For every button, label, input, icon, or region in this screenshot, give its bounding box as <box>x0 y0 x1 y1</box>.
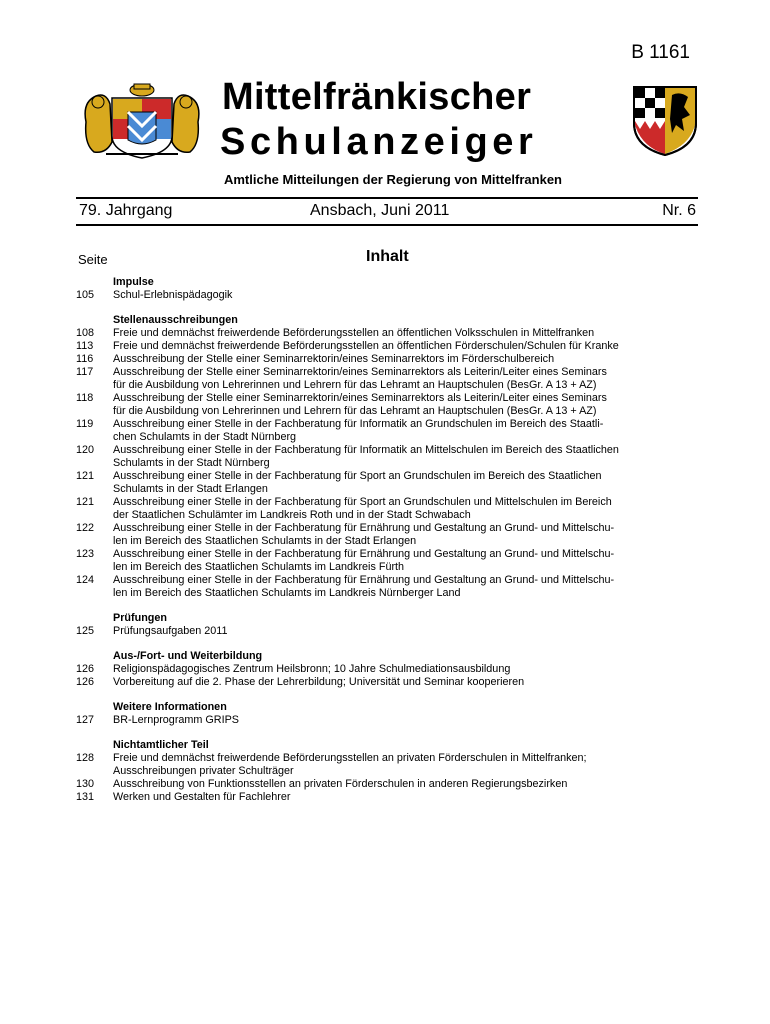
toc-entry-page: 123 <box>76 548 95 560</box>
toc-entry <box>76 366 696 392</box>
toc-entry <box>76 548 696 574</box>
toc-section <box>76 650 696 689</box>
title-line-1: Mittelfränkischer <box>222 76 532 118</box>
toc-entry-text: Vorbereitung auf die 2. Phase der Lehrerbildung; Universität und Seminar kooperieren <box>113 676 525 688</box>
toc-section-title: Prüfungen <box>113 612 167 624</box>
toc-entry <box>76 340 696 353</box>
toc-entry-text: Werken und Gestalten für Fachlehrer <box>113 791 291 803</box>
toc-entry-text: Ausschreibung einer Stelle in der Fachberatung für Sport an Grundschulen im Bereich des Staatlichen Schulamts in der Stadt Erlangen <box>113 470 602 495</box>
toc-entry <box>76 778 696 791</box>
toc-entry-text: Prüfungsaufgaben 2011 <box>113 625 228 637</box>
toc-entry <box>76 522 696 548</box>
toc-entry-page: 126 <box>76 676 95 688</box>
toc-entry <box>76 392 696 418</box>
toc-entry-page: 128 <box>76 752 95 764</box>
toc-entry-text: Ausschreibung einer Stelle in der Fachberatung für Informatik an Grundschulen im Bereich des Staatli- chen Schulamts in der Stadt Nürnberg <box>113 418 604 443</box>
publication-code: B 1161 <box>631 42 690 63</box>
toc-entry <box>76 791 696 804</box>
toc-entry-page: 125 <box>76 625 95 637</box>
toc-section <box>76 314 696 600</box>
toc-entry-text: Schul-Erlebnispädagogik <box>113 289 233 301</box>
toc-entry <box>76 496 696 522</box>
toc-entry-page: 121 <box>76 470 95 482</box>
toc-entry-text: Ausschreibung einer Stelle in der Fachberatung für Ernährung und Gestaltung an Grund- und Mittelschu- len im Bereich des Staatlichen Schulamts im Landkreis Nürnberger Land <box>113 574 615 599</box>
toc-entry-page: 116 <box>76 353 94 365</box>
toc-entry-page: 122 <box>76 522 95 534</box>
toc-entry-page: 126 <box>76 663 95 675</box>
toc-entry-text: Ausschreibung der Stelle einer Seminarrektorin/eines Seminarrektors als Leiterin/Leiter eines Seminars für die Ausbildung von Lehrerinnen und Lehrern für das Lehramt an Hauptschulen (BesGr. A 13 + AZ) <box>113 392 607 417</box>
volume: 79. Jahrgang <box>79 202 173 219</box>
toc-entry-text: Ausschreibung einer Stelle in der Fachberatung für Informatik an Mittelschulen im Bereich des Staatlichen Schulamts in der Stadt Nürnberg <box>113 444 619 469</box>
toc-entry-page: 131 <box>76 791 95 803</box>
table-of-contents <box>76 276 696 804</box>
toc-entry <box>76 625 696 638</box>
header-top-rule <box>76 197 698 199</box>
toc-entry <box>76 470 696 496</box>
bavarian-coat-of-arms-icon <box>76 82 208 160</box>
toc-entry-page: 119 <box>76 418 94 430</box>
toc-entry <box>76 353 696 366</box>
toc-entry-text: Religionspädagogisches Zentrum Heilsbronn; 10 Jahre Schulmediationsausbildung <box>113 663 511 675</box>
toc-entry <box>76 663 696 676</box>
toc-entry-text: Ausschreibung einer Stelle in der Fachberatung für Ernährung und Gestaltung an Grund- und Mittelschu- len im Bereich des Staatlichen Schulamts im Landkreis Fürth <box>113 548 615 573</box>
toc-entry-page: 127 <box>76 714 95 726</box>
toc-entry <box>76 714 696 727</box>
toc-entry-page: 124 <box>76 574 95 586</box>
header-bottom-rule <box>76 224 698 226</box>
toc-section <box>76 612 696 638</box>
toc-entry-page: 108 <box>76 327 95 339</box>
toc-entry <box>76 574 696 600</box>
toc-entry-text: BR-Lernprogramm GRIPS <box>113 714 239 726</box>
toc-entry-page: 117 <box>76 366 94 378</box>
toc-heading: Inhalt <box>366 248 409 265</box>
toc-entry-text: Ausschreibung der Stelle einer Seminarrektorin/eines Seminarrektors im Förderschulbereich <box>113 353 555 365</box>
subtitle: Amtliche Mitteilungen der Regierung von Mittelfranken <box>223 172 563 187</box>
toc-entry <box>76 752 696 778</box>
title-line-2: Schulanzeiger <box>220 121 538 163</box>
toc-entry-page: 105 <box>76 289 95 301</box>
toc-entry-text: Freie und demnächst freiwerdende Beförderungsstellen an privaten Förderschulen in Mittelfranken; Ausschreibungen privater Schulträger <box>113 752 587 777</box>
toc-entry-page: 120 <box>76 444 95 456</box>
toc-section <box>76 701 696 727</box>
toc-entry-page: 118 <box>76 392 94 404</box>
toc-entry <box>76 444 696 470</box>
toc-section <box>76 739 696 804</box>
toc-section-title: Weitere Informationen <box>113 701 227 713</box>
toc-entry <box>76 327 696 340</box>
toc-entry-page: 130 <box>76 778 95 790</box>
toc-entry-page: 121 <box>76 496 95 508</box>
toc-entry-text: Ausschreibung einer Stelle in der Fachberatung für Sport an Grundschulen und Mittelschulen im Bereich der Staatlichen Schulämter im Landkreis Roth und in der Stadt Schwabach <box>113 496 612 521</box>
toc-entry-text: Ausschreibung von Funktionsstellen an privaten Förderschulen in anderen Regierungsbezirken <box>113 778 568 790</box>
toc-section-title: Impulse <box>113 276 154 288</box>
toc-entry <box>76 418 696 444</box>
toc-entry <box>76 289 696 302</box>
toc-entry <box>76 676 696 689</box>
toc-section-title: Aus-/Fort- und Weiterbildung <box>113 650 263 662</box>
toc-section-title: Nichtamtlicher Teil <box>113 739 209 751</box>
place-date: Ansbach, Juni 2011 <box>310 202 450 219</box>
toc-entry-text: Ausschreibung der Stelle einer Seminarrektorin/eines Seminarrektors als Leiterin/Leiter eines Seminars für die Ausbildung von Lehrerinnen und Lehrern für das Lehramt an Hauptschulen (BesGr. A 13 + AZ) <box>113 366 607 391</box>
toc-entry-text: Ausschreibung einer Stelle in der Fachberatung für Ernährung und Gestaltung an Grund- und Mittelschu- len im Bereich des Staatlichen Schulamts in der Stadt Erlangen <box>113 522 615 547</box>
toc-entry-page: 113 <box>76 340 94 352</box>
toc-section <box>76 276 696 302</box>
toc-entry-text: Freie und demnächst freiwerdende Beförderungsstellen an öffentlichen Volksschulen in Mittelfranken <box>113 327 595 339</box>
issue-number: Nr. 6 <box>662 202 696 219</box>
page-column-label: Seite <box>78 252 108 267</box>
toc-entry-text: Freie und demnächst freiwerdende Beförderungsstellen an öffentlichen Förderschulen/Schulen für Kranke <box>113 340 619 352</box>
toc-section-title: Stellenausschreibungen <box>113 314 238 326</box>
mittelfranken-coat-of-arms-icon <box>632 85 698 157</box>
